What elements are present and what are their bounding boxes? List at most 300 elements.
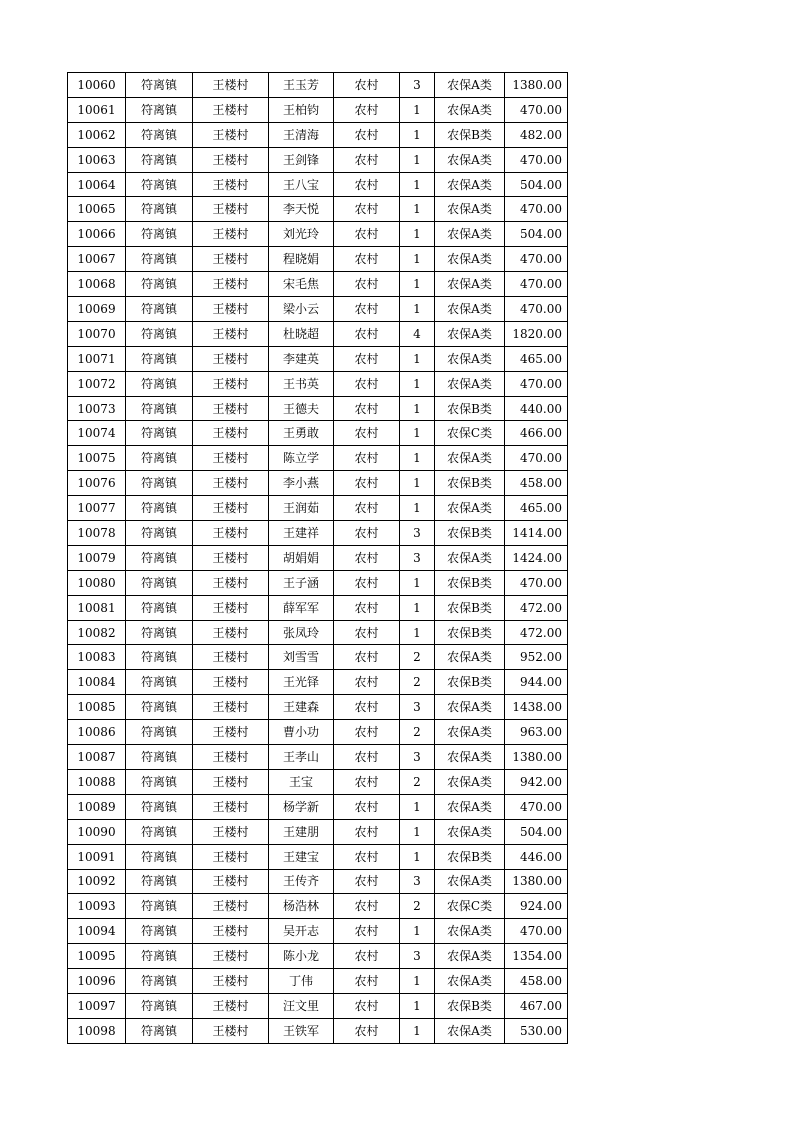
cell-person-count: 1 [400, 272, 435, 297]
table-row [68, 1018, 568, 1043]
cell-amount: 470.00 [505, 446, 568, 471]
cell-amount: 470.00 [505, 97, 568, 122]
cell-person-count: 1 [400, 794, 435, 819]
table-row [68, 769, 568, 794]
cell-category: 农保A类 [435, 222, 505, 247]
cell-amount: 465.00 [505, 496, 568, 521]
cell-name: 王子涵 [269, 570, 334, 595]
table-row [68, 993, 568, 1018]
cell-village: 王楼村 [193, 944, 269, 969]
cell-village: 王楼村 [193, 446, 269, 471]
cell-category: 农保A类 [435, 172, 505, 197]
cell-town: 符离镇 [126, 197, 193, 222]
cell-name: 杨浩林 [269, 894, 334, 919]
cell-person-count: 1 [400, 471, 435, 496]
cell-amount: 472.00 [505, 620, 568, 645]
table-row [68, 794, 568, 819]
cell-name: 王光铎 [269, 670, 334, 695]
cell-village: 王楼村 [193, 496, 269, 521]
cell-household-type: 农村 [334, 97, 400, 122]
cell-name: 王德夫 [269, 396, 334, 421]
cell-household-type: 农村 [334, 297, 400, 322]
cell-amount: 470.00 [505, 147, 568, 172]
cell-household-type: 农村 [334, 346, 400, 371]
cell-town: 符离镇 [126, 247, 193, 272]
cell-person-count: 3 [400, 695, 435, 720]
cell-household-type: 农村 [334, 371, 400, 396]
cell-household-type: 农村 [334, 471, 400, 496]
table-row [68, 272, 568, 297]
cell-category: 农保A类 [435, 247, 505, 272]
cell-village: 王楼村 [193, 969, 269, 994]
cell-town: 符离镇 [126, 297, 193, 322]
table-row [68, 297, 568, 322]
cell-person-count: 4 [400, 321, 435, 346]
cell-name: 李天悦 [269, 197, 334, 222]
cell-amount: 1380.00 [505, 869, 568, 894]
cell-id: 10067 [68, 247, 126, 272]
cell-id: 10061 [68, 97, 126, 122]
cell-amount: 467.00 [505, 993, 568, 1018]
cell-town: 符离镇 [126, 695, 193, 720]
cell-id: 10091 [68, 844, 126, 869]
cell-category: 农保B类 [435, 521, 505, 546]
cell-person-count: 3 [400, 745, 435, 770]
cell-household-type: 农村 [334, 944, 400, 969]
cell-town: 符离镇 [126, 421, 193, 446]
cell-id: 10088 [68, 769, 126, 794]
table-row [68, 894, 568, 919]
cell-village: 王楼村 [193, 720, 269, 745]
cell-name: 曹小功 [269, 720, 334, 745]
cell-category: 农保A类 [435, 545, 505, 570]
cell-name: 王勇敢 [269, 421, 334, 446]
cell-amount: 952.00 [505, 645, 568, 670]
cell-household-type: 农村 [334, 670, 400, 695]
cell-town: 符离镇 [126, 122, 193, 147]
cell-id: 10071 [68, 346, 126, 371]
cell-town: 符离镇 [126, 471, 193, 496]
cell-household-type: 农村 [334, 695, 400, 720]
cell-category: 农保B类 [435, 595, 505, 620]
cell-name: 王润茹 [269, 496, 334, 521]
cell-household-type: 农村 [334, 919, 400, 944]
cell-town: 符离镇 [126, 496, 193, 521]
cell-name: 李建英 [269, 346, 334, 371]
cell-village: 王楼村 [193, 570, 269, 595]
cell-town: 符离镇 [126, 720, 193, 745]
cell-id: 10080 [68, 570, 126, 595]
cell-name: 王八宝 [269, 172, 334, 197]
cell-amount: 470.00 [505, 371, 568, 396]
cell-person-count: 1 [400, 1018, 435, 1043]
cell-person-count: 1 [400, 421, 435, 446]
table-row [68, 869, 568, 894]
cell-category: 农保A类 [435, 446, 505, 471]
cell-household-type: 农村 [334, 172, 400, 197]
cell-name: 王建森 [269, 695, 334, 720]
cell-id: 10076 [68, 471, 126, 496]
cell-household-type: 农村 [334, 869, 400, 894]
cell-village: 王楼村 [193, 222, 269, 247]
cell-village: 王楼村 [193, 819, 269, 844]
table-row [68, 247, 568, 272]
cell-town: 符离镇 [126, 894, 193, 919]
cell-town: 符离镇 [126, 745, 193, 770]
cell-amount: 446.00 [505, 844, 568, 869]
cell-person-count: 1 [400, 496, 435, 521]
table-row [68, 595, 568, 620]
cell-household-type: 农村 [334, 222, 400, 247]
table-row [68, 919, 568, 944]
table-row [68, 720, 568, 745]
cell-amount: 470.00 [505, 272, 568, 297]
cell-category: 农保A类 [435, 73, 505, 98]
cell-village: 王楼村 [193, 894, 269, 919]
cell-household-type: 农村 [334, 272, 400, 297]
cell-person-count: 2 [400, 720, 435, 745]
cell-category: 农保B类 [435, 122, 505, 147]
cell-name: 王柏钧 [269, 97, 334, 122]
cell-village: 王楼村 [193, 545, 269, 570]
cell-amount: 470.00 [505, 570, 568, 595]
cell-household-type: 农村 [334, 819, 400, 844]
cell-amount: 1380.00 [505, 73, 568, 98]
cell-amount: 472.00 [505, 595, 568, 620]
cell-category: 农保A类 [435, 645, 505, 670]
cell-person-count: 3 [400, 521, 435, 546]
cell-town: 符离镇 [126, 993, 193, 1018]
cell-category: 农保A类 [435, 794, 505, 819]
cell-amount: 963.00 [505, 720, 568, 745]
cell-id: 10098 [68, 1018, 126, 1043]
table-row [68, 396, 568, 421]
table-row [68, 122, 568, 147]
cell-amount: 530.00 [505, 1018, 568, 1043]
cell-id: 10063 [68, 147, 126, 172]
cell-town: 符离镇 [126, 97, 193, 122]
cell-name: 陈小龙 [269, 944, 334, 969]
cell-household-type: 农村 [334, 545, 400, 570]
cell-name: 张凤玲 [269, 620, 334, 645]
cell-person-count: 1 [400, 222, 435, 247]
cell-name: 程晓娟 [269, 247, 334, 272]
cell-amount: 942.00 [505, 769, 568, 794]
cell-household-type: 农村 [334, 645, 400, 670]
table-row [68, 496, 568, 521]
cell-person-count: 1 [400, 371, 435, 396]
cell-person-count: 3 [400, 73, 435, 98]
cell-town: 符离镇 [126, 869, 193, 894]
cell-name: 薛军军 [269, 595, 334, 620]
cell-household-type: 农村 [334, 446, 400, 471]
cell-person-count: 1 [400, 844, 435, 869]
cell-town: 符离镇 [126, 944, 193, 969]
cell-person-count: 1 [400, 570, 435, 595]
table-row [68, 471, 568, 496]
cell-amount: 1438.00 [505, 695, 568, 720]
cell-person-count: 1 [400, 819, 435, 844]
cell-amount: 504.00 [505, 819, 568, 844]
cell-town: 符离镇 [126, 819, 193, 844]
cell-id: 10084 [68, 670, 126, 695]
cell-person-count: 2 [400, 769, 435, 794]
table-row [68, 645, 568, 670]
cell-amount: 458.00 [505, 471, 568, 496]
cell-village: 王楼村 [193, 521, 269, 546]
cell-household-type: 农村 [334, 122, 400, 147]
cell-person-count: 3 [400, 944, 435, 969]
cell-town: 符离镇 [126, 794, 193, 819]
cell-id: 10078 [68, 521, 126, 546]
table-row [68, 73, 568, 98]
cell-id: 10075 [68, 446, 126, 471]
cell-name: 李小燕 [269, 471, 334, 496]
cell-village: 王楼村 [193, 346, 269, 371]
cell-amount: 470.00 [505, 794, 568, 819]
table-row [68, 620, 568, 645]
cell-village: 王楼村 [193, 371, 269, 396]
cell-name: 刘光玲 [269, 222, 334, 247]
cell-village: 王楼村 [193, 745, 269, 770]
cell-name: 王铁军 [269, 1018, 334, 1043]
cell-person-count: 1 [400, 993, 435, 1018]
cell-id: 10096 [68, 969, 126, 994]
cell-amount: 1424.00 [505, 545, 568, 570]
cell-town: 符离镇 [126, 371, 193, 396]
cell-person-count: 1 [400, 595, 435, 620]
cell-person-count: 3 [400, 545, 435, 570]
cell-town: 符离镇 [126, 595, 193, 620]
cell-amount: 504.00 [505, 172, 568, 197]
cell-id: 10069 [68, 297, 126, 322]
cell-id: 10070 [68, 321, 126, 346]
cell-name: 王孝山 [269, 745, 334, 770]
cell-person-count: 1 [400, 147, 435, 172]
cell-village: 王楼村 [193, 73, 269, 98]
cell-town: 符离镇 [126, 147, 193, 172]
cell-id: 10095 [68, 944, 126, 969]
cell-town: 符离镇 [126, 73, 193, 98]
cell-village: 王楼村 [193, 769, 269, 794]
cell-amount: 470.00 [505, 297, 568, 322]
cell-household-type: 农村 [334, 844, 400, 869]
cell-name: 梁小云 [269, 297, 334, 322]
cell-town: 符离镇 [126, 645, 193, 670]
cell-name: 胡娟娟 [269, 545, 334, 570]
cell-town: 符离镇 [126, 545, 193, 570]
cell-category: 农保B类 [435, 620, 505, 645]
cell-household-type: 农村 [334, 247, 400, 272]
cell-name: 王剑锋 [269, 147, 334, 172]
cell-name: 杜晓超 [269, 321, 334, 346]
cell-category: 农保A类 [435, 272, 505, 297]
table-row [68, 969, 568, 994]
cell-category: 农保A类 [435, 147, 505, 172]
cell-household-type: 农村 [334, 894, 400, 919]
cell-person-count: 1 [400, 969, 435, 994]
cell-id: 10060 [68, 73, 126, 98]
cell-id: 10093 [68, 894, 126, 919]
cell-category: 农保A类 [435, 969, 505, 994]
cell-village: 王楼村 [193, 620, 269, 645]
cell-category: 农保A类 [435, 769, 505, 794]
cell-village: 王楼村 [193, 421, 269, 446]
cell-household-type: 农村 [334, 396, 400, 421]
cell-name: 陈立学 [269, 446, 334, 471]
cell-town: 符离镇 [126, 446, 193, 471]
table-row [68, 147, 568, 172]
cell-category: 农保B类 [435, 471, 505, 496]
cell-village: 王楼村 [193, 97, 269, 122]
cell-village: 王楼村 [193, 844, 269, 869]
cell-village: 王楼村 [193, 272, 269, 297]
cell-category: 农保A类 [435, 869, 505, 894]
cell-village: 王楼村 [193, 695, 269, 720]
cell-person-count: 2 [400, 645, 435, 670]
cell-person-count: 1 [400, 446, 435, 471]
cell-id: 10062 [68, 122, 126, 147]
cell-id: 10066 [68, 222, 126, 247]
table-row [68, 570, 568, 595]
cell-village: 王楼村 [193, 247, 269, 272]
cell-village: 王楼村 [193, 147, 269, 172]
cell-name: 杨学新 [269, 794, 334, 819]
cell-id: 10073 [68, 396, 126, 421]
cell-village: 王楼村 [193, 993, 269, 1018]
cell-id: 10082 [68, 620, 126, 645]
cell-amount: 504.00 [505, 222, 568, 247]
cell-amount: 482.00 [505, 122, 568, 147]
cell-household-type: 农村 [334, 769, 400, 794]
cell-amount: 470.00 [505, 247, 568, 272]
cell-town: 符离镇 [126, 769, 193, 794]
table-row [68, 222, 568, 247]
cell-category: 农保A类 [435, 819, 505, 844]
cell-person-count: 1 [400, 919, 435, 944]
cell-id: 10089 [68, 794, 126, 819]
cell-person-count: 1 [400, 97, 435, 122]
cell-village: 王楼村 [193, 869, 269, 894]
cell-town: 符离镇 [126, 521, 193, 546]
cell-category: 农保C类 [435, 894, 505, 919]
cell-person-count: 1 [400, 620, 435, 645]
cell-category: 农保A类 [435, 944, 505, 969]
table-row [68, 745, 568, 770]
cell-amount: 466.00 [505, 421, 568, 446]
cell-id: 10068 [68, 272, 126, 297]
cell-village: 王楼村 [193, 122, 269, 147]
cell-village: 王楼村 [193, 471, 269, 496]
cell-amount: 465.00 [505, 346, 568, 371]
cell-household-type: 农村 [334, 595, 400, 620]
cell-town: 符离镇 [126, 172, 193, 197]
cell-category: 农保A类 [435, 695, 505, 720]
table-row [68, 197, 568, 222]
cell-id: 10077 [68, 496, 126, 521]
table-row [68, 521, 568, 546]
cell-household-type: 农村 [334, 1018, 400, 1043]
cell-amount: 1820.00 [505, 321, 568, 346]
cell-amount: 470.00 [505, 197, 568, 222]
table-row [68, 421, 568, 446]
cell-id: 10094 [68, 919, 126, 944]
cell-amount: 1414.00 [505, 521, 568, 546]
cell-town: 符离镇 [126, 570, 193, 595]
cell-id: 10081 [68, 595, 126, 620]
cell-category: 农保A类 [435, 346, 505, 371]
cell-person-count: 3 [400, 869, 435, 894]
cell-id: 10090 [68, 819, 126, 844]
table-row [68, 321, 568, 346]
cell-town: 符离镇 [126, 321, 193, 346]
cell-name: 王建宝 [269, 844, 334, 869]
cell-village: 王楼村 [193, 297, 269, 322]
cell-village: 王楼村 [193, 670, 269, 695]
table-row [68, 545, 568, 570]
cell-category: 农保B类 [435, 993, 505, 1018]
table-row [68, 819, 568, 844]
cell-household-type: 农村 [334, 147, 400, 172]
table-row [68, 446, 568, 471]
cell-name: 王建朋 [269, 819, 334, 844]
cell-household-type: 农村 [334, 73, 400, 98]
cell-category: 农保A类 [435, 371, 505, 396]
cell-id: 10087 [68, 745, 126, 770]
cell-town: 符离镇 [126, 1018, 193, 1043]
cell-village: 王楼村 [193, 919, 269, 944]
cell-household-type: 农村 [334, 321, 400, 346]
cell-town: 符离镇 [126, 844, 193, 869]
cell-household-type: 农村 [334, 969, 400, 994]
cell-category: 农保A类 [435, 745, 505, 770]
cell-town: 符离镇 [126, 969, 193, 994]
cell-id: 10097 [68, 993, 126, 1018]
cell-category: 农保B类 [435, 570, 505, 595]
cell-name: 王建祥 [269, 521, 334, 546]
cell-name: 王宝 [269, 769, 334, 794]
cell-amount: 458.00 [505, 969, 568, 994]
cell-id: 10079 [68, 545, 126, 570]
cell-category: 农保C类 [435, 421, 505, 446]
cell-village: 王楼村 [193, 645, 269, 670]
cell-person-count: 2 [400, 670, 435, 695]
cell-name: 刘雪雪 [269, 645, 334, 670]
table-row [68, 97, 568, 122]
cell-person-count: 1 [400, 247, 435, 272]
cell-amount: 440.00 [505, 396, 568, 421]
table-body [68, 73, 568, 1044]
cell-person-count: 1 [400, 197, 435, 222]
cell-id: 10092 [68, 869, 126, 894]
cell-name: 丁伟 [269, 969, 334, 994]
cell-name: 王玉芳 [269, 73, 334, 98]
cell-id: 10065 [68, 197, 126, 222]
cell-name: 吴开志 [269, 919, 334, 944]
cell-village: 王楼村 [193, 396, 269, 421]
cell-household-type: 农村 [334, 993, 400, 1018]
cell-category: 农保A类 [435, 97, 505, 122]
cell-amount: 470.00 [505, 919, 568, 944]
cell-household-type: 农村 [334, 794, 400, 819]
cell-household-type: 农村 [334, 570, 400, 595]
cell-household-type: 农村 [334, 720, 400, 745]
cell-person-count: 1 [400, 172, 435, 197]
cell-category: 农保B类 [435, 844, 505, 869]
cell-village: 王楼村 [193, 1018, 269, 1043]
cell-village: 王楼村 [193, 595, 269, 620]
cell-name: 宋毛焦 [269, 272, 334, 297]
